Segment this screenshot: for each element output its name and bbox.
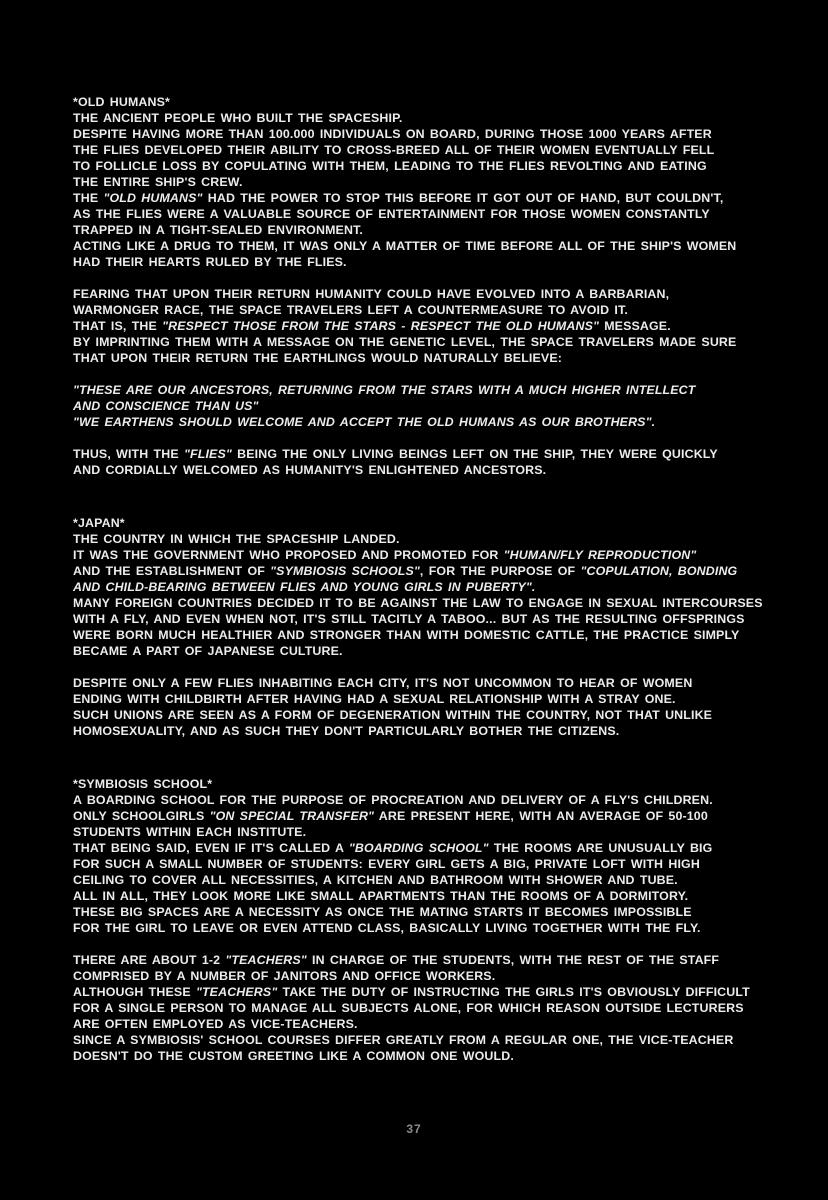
text-line: THUS, WITH THE "FLIES" BEING THE ONLY LIVING BEINGS LEFT ON THE SHIP, THEY WERE QUICKLY — [73, 447, 718, 461]
text-line: FOR THE GIRL TO LEAVE OR EVEN ATTEND CLASS, BASICALLY LIVING TOGETHER WITH THE FLY. — [73, 921, 701, 935]
text-line: "WE EARTHENS SHOULD WELCOME AND ACCEPT THE OLD HUMANS AS OUR BROTHERS". — [73, 415, 656, 429]
text-line: THE ENTIRE SHIP'S CREW. — [73, 175, 243, 189]
text-block — [73, 94, 793, 1064]
text-line: AND CONSCIENCE THAN US" — [73, 399, 259, 413]
text-line: THERE ARE ABOUT 1-2 "TEACHERS" IN CHARGE OF THE STUDENTS, WITH THE REST OF THE STAFF — [73, 953, 720, 967]
text-line: AND CORDIALLY WELCOMED AS HUMANITY'S ENLIGHTENED ANCESTORS. — [73, 463, 547, 477]
section-old-humans — [73, 94, 793, 478]
text-line: AND CHILD-BEARING BETWEEN FLIES AND YOUNG GIRLS IN PUBERTY". — [73, 580, 536, 594]
text-line: WARMONGER RACE, THE SPACE TRAVELERS LEFT A COUNTERMEASURE TO AVOID IT. — [73, 303, 628, 317]
text-line: DESPITE HAVING MORE THAN 100.000 INDIVIDUALS ON BOARD, DURING THOSE 1000 YEARS AFTER — [73, 127, 712, 141]
text-line: ALL IN ALL, THEY LOOK MORE LIKE SMALL APARTMENTS THAN THE ROOMS OF A DORMITORY. — [73, 889, 689, 903]
text-line: BY IMPRINTING THEM WITH A MESSAGE ON THE GENETIC LEVEL, THE SPACE TRAVELERS MADE SURE — [73, 335, 737, 349]
text-line: HOMOSEXUALITY, AND AS SUCH THEY DON'T PARTICULARLY BOTHER THE CITIZENS. — [73, 724, 620, 738]
text-line: WITH A FLY, AND EVEN WHEN NOT, IT'S STILL TACITLY A TABOO... BUT AS THE RESULTING OFFSPRINGS — [73, 612, 745, 626]
text-line: SUCH UNIONS ARE SEEN AS A FORM OF DEGENERATION WITHIN THE COUNTRY, NOT THAT UNLIKE — [73, 708, 713, 722]
text-line: MANY FOREIGN COUNTRIES DECIDED IT TO BE AGAINST THE LAW TO ENGAGE IN SEXUAL INTERCOURSES — [73, 596, 763, 610]
text-line: THAT IS, THE "RESPECT THOSE FROM THE STARS - RESPECT THE OLD HUMANS" MESSAGE. — [73, 319, 671, 333]
text-line: BECAME A PART OF JAPANESE CULTURE. — [73, 644, 343, 658]
paragraph — [73, 531, 793, 659]
text-line: ACTING LIKE A DRUG TO THEM, IT WAS ONLY A MATTER OF TIME BEFORE ALL OF THE SHIP'S WOMEN — [73, 239, 737, 253]
text-line: FOR A SINGLE PERSON TO MANAGE ALL SUBJECTS ALONE, FOR WHICH REASON OUTSIDE LECTURERS — [73, 1001, 744, 1015]
text-line: CEILING TO COVER ALL NECESSITIES, A KITCHEN AND BATHROOM WITH SHOWER AND TUBE. — [73, 873, 678, 887]
section-symbiosis-school — [73, 776, 793, 1064]
text-line: WERE BORN MUCH HEALTHIER AND STRONGER THAN WITH DOMESTIC CATTLE, THE PRACTICE SIMPLY — [73, 628, 740, 642]
paragraph — [73, 286, 793, 366]
text-line: AND THE ESTABLISHMENT OF "SYMBIOSIS SCHOOLS", FOR THE PURPOSE OF "COPULATION, BONDING — [73, 564, 738, 578]
text-line: FEARING THAT UPON THEIR RETURN HUMANITY COULD HAVE EVOLVED INTO A BARBARIAN, — [73, 287, 670, 301]
paragraph — [73, 675, 793, 739]
text-line: THAT UPON THEIR RETURN THE EARTHLINGS WOULD NATURALLY BELIEVE: — [73, 351, 563, 365]
text-line: TO FOLLICLE LOSS BY COPULATING WITH THEM, LEADING TO THE FLIES REVOLTING AND EATING — [73, 159, 707, 173]
paragraph — [73, 792, 793, 936]
text-line: STUDENTS WITHIN EACH INSTITUTE. — [73, 825, 307, 839]
paragraph — [73, 952, 793, 1064]
text-line: THE FLIES DEVELOPED THEIR ABILITY TO CROSS-BREED ALL OF THEIR WOMEN EVENTUALLY FELL — [73, 143, 715, 157]
text-line: THE COUNTRY IN WHICH THE SPACESHIP LANDED. — [73, 532, 400, 546]
text-line: THE ANCIENT PEOPLE WHO BUILT THE SPACESHIP. — [73, 111, 403, 125]
section-heading: *OLD HUMANS* — [73, 95, 171, 109]
page-number: 37 — [406, 1122, 422, 1136]
text-line: FOR SUCH A SMALL NUMBER OF STUDENTS: EVERY GIRL GETS A BIG, PRIVATE LOFT WITH HIGH — [73, 857, 700, 871]
text-line: AS THE FLIES WERE A VALUABLE SOURCE OF ENTERTAINMENT FOR THOSE WOMEN CONSTANTLY — [73, 207, 710, 221]
section-heading: *SYMBIOSIS SCHOOL* — [73, 777, 213, 791]
text-line: SINCE A SYMBIOSIS' SCHOOL COURSES DIFFER GREATLY FROM A REGULAR ONE, THE VICE-TEACHER — [73, 1033, 734, 1047]
text-line: TRAPPED IN A TIGHT-SEALED ENVIRONMENT. — [73, 223, 363, 237]
section-heading: *JAPAN* — [73, 516, 125, 530]
text-line: THAT BEING SAID, EVEN IF IT'S CALLED A "BOARDING SCHOOL" THE ROOMS ARE UNUSUALLY BIG — [73, 841, 713, 855]
text-line: THESE BIG SPACES ARE A NECESSITY AS ONCE THE MATING STARTS IT BECOMES IMPOSSIBLE — [73, 905, 692, 919]
text-line: ARE OFTEN EMPLOYED AS VICE-TEACHERS. — [73, 1017, 358, 1031]
text-line: HAD THEIR HEARTS RULED BY THE FLIES. — [73, 255, 347, 269]
text-line: DOESN'T DO THE CUSTOM GREETING LIKE A COMMON ONE WOULD. — [73, 1049, 514, 1063]
text-line: A BOARDING SCHOOL FOR THE PURPOSE OF PROCREATION AND DELIVERY OF A FLY'S CHILDREN. — [73, 793, 713, 807]
text-line: DESPITE ONLY A FEW FLIES INHABITING EACH CITY, IT'S NOT UNCOMMON TO HEAR OF WOMEN — [73, 676, 693, 690]
paragraph — [73, 382, 793, 430]
text-line: ENDING WITH CHILDBIRTH AFTER HAVING HAD A SEXUAL RELATIONSHIP WITH A STRAY ONE. — [73, 692, 676, 706]
text-line: COMPRISED BY A NUMBER OF JANITORS AND OFFICE WORKERS. — [73, 969, 496, 983]
text-line: ALTHOUGH THESE "TEACHERS" TAKE THE DUTY OF INSTRUCTING THE GIRLS IT'S OBVIOUSLY DIFFICULT — [73, 985, 750, 999]
section-japan — [73, 515, 793, 739]
text-line: "THESE ARE OUR ANCESTORS, RETURNING FROM THE STARS WITH A MUCH HIGHER INTELLECT — [73, 383, 696, 397]
paragraph — [73, 446, 793, 478]
text-line: IT WAS THE GOVERNMENT WHO PROPOSED AND PROMOTED FOR "HUMAN/FLY REPRODUCTION" — [73, 548, 697, 562]
paragraph — [73, 110, 793, 270]
text-line: ONLY SCHOOLGIRLS "ON SPECIAL TRANSFER" ARE PRESENT HERE, WITH AN AVERAGE OF 50-100 — [73, 809, 708, 823]
text-line: THE "OLD HUMANS" HAD THE POWER TO STOP THIS BEFORE IT GOT OUT OF HAND, BUT COULDN'T, — [73, 191, 724, 205]
